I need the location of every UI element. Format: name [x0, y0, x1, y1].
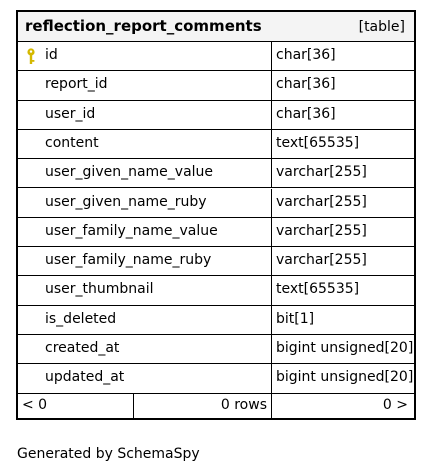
- column-name-cell: [18, 247, 272, 275]
- column-type: varchar[255]: [276, 252, 367, 269]
- column-type: varchar[255]: [276, 222, 367, 239]
- column-name-cell: [18, 335, 272, 363]
- column-type: text[65535]: [276, 281, 360, 298]
- children-count: 0 >: [382, 397, 408, 413]
- column-name-cell: [18, 218, 272, 246]
- column-name: user_thumbnail: [45, 281, 154, 298]
- column-type: bigint unsigned[20]: [276, 369, 414, 386]
- column-name: is_deleted: [45, 310, 117, 327]
- column-name-cell: [18, 189, 272, 217]
- column-type: bigint unsigned[20]: [276, 340, 414, 356]
- parents-count: < 0: [22, 397, 48, 413]
- column-row: [18, 276, 414, 305]
- table-header: [18, 12, 414, 42]
- column-name-cell: [18, 159, 272, 187]
- column-row: [18, 335, 414, 364]
- column-name: user_family_name_ruby: [45, 252, 212, 269]
- column-row: [18, 247, 414, 276]
- column-name: user_family_name_value: [45, 222, 218, 239]
- column-type: text[65535]: [276, 134, 360, 151]
- column-name-cell: [18, 130, 272, 158]
- table-footer: [18, 394, 414, 418]
- table-name: reflection_report_comments: [25, 17, 262, 35]
- column-name: created_at: [45, 340, 120, 356]
- children-count-cell: [272, 394, 414, 418]
- column-type: bit[1]: [276, 310, 315, 327]
- column-name-cell: [18, 101, 272, 129]
- row-count-cell: [134, 394, 272, 418]
- column-row: [18, 306, 414, 335]
- column-row: [18, 159, 414, 188]
- column-name-cell: [18, 276, 272, 304]
- column-row: [18, 130, 414, 159]
- table-type-label: [table]: [358, 19, 405, 35]
- column-name: report_id: [45, 76, 108, 93]
- column-name: id: [45, 47, 58, 63]
- column-type: char[36]: [276, 105, 336, 122]
- column-name: user_id: [45, 105, 96, 122]
- table-node: [16, 10, 416, 420]
- column-type: char[36]: [276, 76, 336, 93]
- column-name: content: [45, 134, 99, 151]
- generated-by-text: Generated by SchemaSpy: [17, 446, 200, 462]
- column-type: varchar[255]: [276, 164, 367, 181]
- column-row: [18, 101, 414, 130]
- column-name-cell: [18, 306, 272, 334]
- parents-count-cell: [18, 394, 134, 418]
- column-name: user_given_name_ruby: [45, 193, 207, 210]
- column-row: [18, 71, 414, 100]
- column-row: [18, 189, 414, 218]
- primary-key-icon: [26, 48, 36, 65]
- row-count: 0 rows: [220, 397, 267, 413]
- column-row: [18, 42, 414, 71]
- column-row: [18, 364, 414, 393]
- column-name-cell: [18, 364, 272, 392]
- column-name: updated_at: [45, 369, 125, 386]
- column-name: user_given_name_value: [45, 164, 214, 181]
- column-type: char[36]: [276, 47, 336, 63]
- column-type: varchar[255]: [276, 193, 367, 210]
- column-name-cell: [18, 71, 272, 99]
- column-row: [18, 218, 414, 247]
- column-name-cell: [18, 42, 272, 70]
